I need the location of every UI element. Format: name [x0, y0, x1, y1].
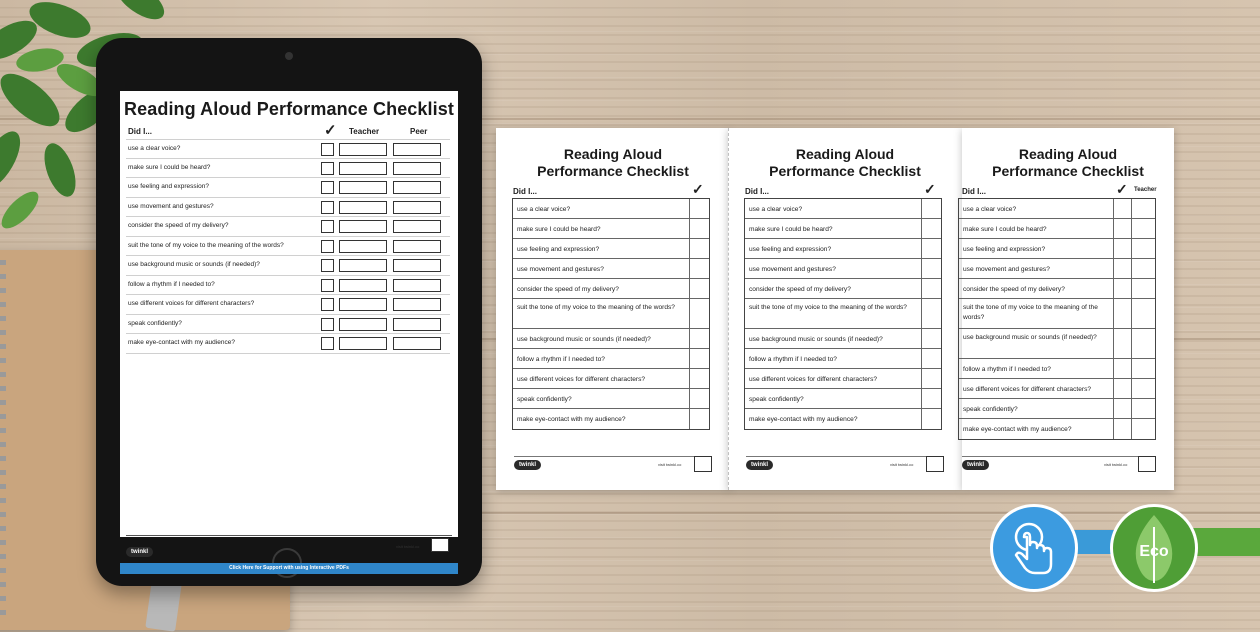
checklist-item-label: suit the tone of my voice to the meaning of the words? [749, 304, 907, 311]
check-cell[interactable] [921, 409, 922, 429]
visit-text: visit twinkl.co [396, 544, 420, 549]
teacher-cell[interactable] [1131, 219, 1132, 238]
checklist-item-label: suit the tone of my voice to the meaning of the words? [517, 304, 675, 311]
checklist-row [745, 219, 941, 239]
checklist-item-label: follow a rhythm if I needed to? [963, 366, 1051, 373]
visit-text: visit twinkl.co [1104, 462, 1128, 467]
checklist-item-label: make sure I could be heard? [749, 226, 833, 233]
checklist-row [959, 279, 1155, 299]
check-cell[interactable] [689, 259, 690, 278]
self-check-checkbox[interactable] [321, 181, 334, 194]
support-link-bar[interactable]: Click Here for Support with using Interactive PDFs [120, 563, 458, 574]
check-cell[interactable] [921, 389, 922, 408]
sheet-footer [126, 535, 452, 558]
check-cell[interactable] [1113, 379, 1114, 398]
checklist-row [513, 199, 709, 219]
peer-input[interactable] [393, 220, 441, 233]
checklist-item-label: use feeling and expression? [128, 183, 209, 190]
checklist-row [745, 239, 941, 259]
checklist-item-label: speak confidently? [128, 319, 182, 327]
checklist-item-label: make eye-contact with my audience? [749, 416, 858, 423]
checklist-row [126, 256, 450, 276]
checklist-item-label: use a clear voice? [963, 206, 1017, 213]
twinkl-logo: twinkl [514, 460, 541, 470]
interactive-badge [990, 504, 1078, 592]
self-check-checkbox[interactable] [321, 143, 334, 156]
checklist-table [120, 139, 458, 354]
teacher-cell[interactable] [1131, 379, 1132, 398]
sheet-title-line: Performance Checklist [537, 163, 689, 179]
peer-input[interactable] [393, 181, 441, 194]
checklist-item-label: use a clear voice? [517, 206, 571, 213]
teacher-input[interactable] [339, 279, 387, 292]
checklist-row [959, 329, 1155, 359]
check-cell[interactable] [921, 199, 922, 218]
checklist-item-label: use movement and gestures? [128, 202, 214, 210]
tablet-device [96, 38, 482, 586]
checklist-item-label: use different voices for different characters? [517, 376, 646, 383]
check-cell[interactable] [689, 239, 690, 258]
teacher-cell[interactable] [1131, 329, 1132, 358]
page-title: Reading Aloud Performance Checklist [124, 99, 454, 119]
teacher-input[interactable] [339, 220, 387, 233]
teacher-cell[interactable] [1131, 199, 1132, 218]
checklist-row [126, 159, 450, 179]
teacher-input[interactable] [339, 181, 387, 194]
checklist-row [745, 369, 941, 389]
checklist-row [513, 389, 709, 409]
checklist-row [745, 199, 941, 219]
checklist-row [126, 295, 450, 315]
self-check-checkbox[interactable] [321, 220, 334, 233]
checklist-row [513, 219, 709, 239]
twinkl-logo: twinkl [962, 460, 989, 470]
check-cell[interactable] [1113, 279, 1114, 298]
checklist-row [959, 219, 1155, 239]
check-cell[interactable] [689, 329, 690, 348]
check-cell[interactable] [1113, 239, 1114, 258]
tablet-screen [120, 91, 458, 571]
peer-input[interactable] [393, 279, 441, 292]
teacher-cell[interactable] [1131, 279, 1132, 298]
check-cell[interactable] [1113, 299, 1114, 328]
checklist-row [126, 178, 450, 198]
sheet-title [728, 146, 962, 180]
tick-icon: ✓ [1116, 181, 1128, 197]
check-cell[interactable] [921, 259, 922, 278]
checklist-row [126, 217, 450, 237]
did-i-label: Did I... [745, 187, 769, 196]
checklist-row [126, 139, 450, 159]
checklist-row [959, 379, 1155, 399]
checklist-item-label: use background music or sounds (if needed)? [517, 336, 651, 343]
self-check-checkbox[interactable] [321, 162, 334, 175]
check-cell[interactable] [689, 409, 690, 429]
teacher-input[interactable] [339, 318, 387, 331]
check-cell[interactable] [921, 239, 922, 258]
check-cell[interactable] [921, 329, 922, 348]
self-check-checkbox[interactable] [321, 318, 334, 331]
self-check-checkbox[interactable] [321, 298, 334, 311]
did-i-label: Did I... [128, 127, 152, 136]
checklist-row [959, 359, 1155, 379]
checklist-item-label: use movement and gestures? [963, 266, 1050, 273]
check-cell[interactable] [921, 299, 922, 328]
checklist-header [120, 123, 458, 139]
checklist-item-label: use different voices for different characters? [749, 376, 878, 383]
sheet-title-line: Performance Checklist [992, 163, 1144, 179]
check-cell[interactable] [921, 279, 922, 298]
checklist-row [745, 279, 941, 299]
checklist-item-label: use background music or sounds (if needed)? [128, 261, 260, 268]
checklist-item-label: follow a rhythm if I needed to? [128, 280, 215, 288]
checklist-table [744, 198, 942, 430]
checklist-row [745, 389, 941, 409]
checklist-item-label: make sure I could be heard? [128, 163, 211, 171]
peer-column-label: Peer [410, 127, 428, 136]
checklist-table [958, 198, 1156, 440]
peer-input[interactable] [393, 298, 441, 311]
checklist-row [126, 315, 450, 335]
did-i-label: Did I... [962, 187, 986, 196]
sheet-footer-line [746, 456, 944, 457]
checklist-item-label: consider the speed of my delivery? [128, 222, 229, 229]
quality-badge-icon [1138, 456, 1156, 472]
checklist-table [512, 198, 710, 430]
peer-input[interactable] [393, 240, 441, 253]
checklist-item-label: suit the tone of my voice to the meaning of the words? [963, 304, 1098, 321]
checklist-item-label: speak confidently? [963, 406, 1018, 413]
sheet-header [728, 181, 962, 198]
paper-sheet-3 [962, 128, 1174, 490]
checklist-row [513, 409, 709, 429]
checklist-item-label: make sure I could be heard? [517, 226, 601, 233]
peer-input[interactable] [393, 318, 441, 331]
checklist-item-label: use a clear voice? [749, 206, 803, 213]
sheet-footer-line [514, 456, 712, 457]
peer-input[interactable] [393, 143, 441, 156]
teacher-column-label: Teacher [1134, 187, 1157, 193]
checklist-row [959, 199, 1155, 219]
checklist-row [745, 409, 941, 429]
sheet-footer-line [962, 456, 1156, 457]
checklist-item-label: use background music or sounds (if needed)? [963, 334, 1097, 341]
quality-badge-icon [694, 456, 712, 472]
checklist-item-label: use different voices for different characters? [128, 300, 255, 307]
teacher-input[interactable] [339, 240, 387, 253]
quality-badge-icon [926, 456, 944, 472]
check-cell[interactable] [1113, 419, 1114, 439]
checklist-row [126, 276, 450, 296]
checklist-row [745, 349, 941, 369]
check-cell[interactable] [689, 199, 690, 218]
visit-text: visit twinkl.co [890, 462, 914, 467]
peer-input[interactable] [393, 201, 441, 214]
check-cell[interactable] [689, 219, 690, 238]
check-cell[interactable] [1113, 329, 1114, 358]
quality-badge-icon [431, 538, 449, 552]
sheet-header [496, 181, 730, 198]
self-check-checkbox[interactable] [321, 201, 334, 214]
checklist-row [745, 299, 941, 329]
checklist-item-label: use movement and gestures? [517, 266, 604, 273]
checklist-row [959, 239, 1155, 259]
check-cell[interactable] [1113, 199, 1114, 218]
check-cell[interactable] [921, 349, 922, 368]
sheet-header [962, 181, 1174, 198]
peer-input[interactable] [393, 259, 441, 272]
check-cell[interactable] [689, 299, 690, 328]
checklist-row [959, 399, 1155, 419]
tick-icon: ✓ [924, 181, 936, 197]
checklist-item-label: consider the speed of my delivery? [517, 286, 619, 293]
checklist-item-label: follow a rhythm if I needed to? [749, 356, 837, 363]
checklist-row [126, 237, 450, 257]
checklist-item-label: suit the tone of my voice to the meaning of the words? [128, 241, 284, 249]
checklist-row [513, 279, 709, 299]
checklist-item-label: use background music or sounds (if needed)? [749, 336, 883, 343]
peer-input[interactable] [393, 162, 441, 175]
checklist-item-label: follow a rhythm if I needed to? [517, 356, 605, 363]
checklist-item-label: consider the speed of my delivery? [963, 286, 1065, 293]
checklist-row [513, 349, 709, 369]
checklist-item-label: speak confidently? [517, 396, 572, 403]
sheet-title-line: Reading Aloud [563, 146, 663, 162]
check-cell[interactable] [689, 349, 690, 368]
teacher-cell[interactable] [1131, 239, 1132, 258]
check-cell[interactable] [1113, 359, 1114, 378]
self-check-checkbox[interactable] [321, 240, 334, 253]
checklist-item-label: use movement and gestures? [749, 266, 836, 273]
teacher-input[interactable] [339, 337, 387, 350]
paper-sheet-1 [496, 128, 730, 490]
teacher-cell[interactable] [1131, 399, 1132, 418]
teacher-input[interactable] [339, 162, 387, 175]
check-cell[interactable] [689, 279, 690, 298]
teacher-input[interactable] [339, 201, 387, 214]
checklist-item-label: make eye-contact with my audience? [517, 416, 626, 423]
checklist-item-label: make eye-contact with my audience? [963, 426, 1072, 433]
sheet-title-line: Reading Aloud [1018, 146, 1118, 162]
sheet-title [962, 146, 1174, 180]
twinkl-logo: twinkl [126, 547, 153, 557]
paper-sheet-2 [728, 128, 962, 490]
twinkl-logo: twinkl [746, 460, 773, 470]
teacher-input[interactable] [339, 298, 387, 311]
visit-text: visit twinkl.co [658, 462, 682, 467]
eco-strip [1190, 528, 1260, 556]
checklist-row [745, 329, 941, 349]
check-cell[interactable] [689, 369, 690, 388]
checklist-item-label: use feeling and expression? [963, 246, 1046, 253]
checklist-item-label: speak confidently? [749, 396, 804, 403]
check-cell[interactable] [921, 369, 922, 388]
sheet-title-line: Reading Aloud [795, 146, 895, 162]
teacher-column-label: Teacher [349, 127, 380, 136]
checklist-row [513, 329, 709, 349]
peer-input[interactable] [393, 337, 441, 350]
check-cell[interactable] [689, 389, 690, 408]
eco-badge [1110, 504, 1198, 592]
checklist-item-label: use a clear voice? [128, 145, 181, 152]
checklist-item-label: consider the speed of my delivery? [749, 286, 851, 293]
self-check-checkbox[interactable] [321, 279, 334, 292]
did-i-label: Did I... [513, 187, 537, 196]
sheet-title-line: Performance Checklist [769, 163, 921, 179]
tick-icon: ✓ [324, 122, 337, 139]
checklist-row [513, 369, 709, 389]
teacher-input[interactable] [339, 143, 387, 156]
checklist-item-label: use feeling and expression? [517, 246, 600, 253]
sheet-title [496, 146, 730, 180]
check-cell[interactable] [1113, 399, 1114, 418]
self-check-checkbox[interactable] [321, 337, 334, 350]
check-cell[interactable] [1113, 259, 1114, 278]
pointer-hand-icon [993, 507, 1075, 589]
checklist-row [959, 259, 1155, 279]
camera-icon [285, 52, 293, 60]
checklist-item-label: use different voices for different characters? [963, 386, 1092, 393]
self-check-checkbox[interactable] [321, 259, 334, 272]
checklist-row [959, 419, 1155, 439]
teacher-cell[interactable] [1131, 299, 1132, 328]
checklist-row [126, 198, 450, 218]
checklist-row [513, 259, 709, 279]
sheet-divider [728, 128, 729, 490]
checklist-item-label: make sure I could be heard? [963, 226, 1047, 233]
eco-label: Eco [1139, 543, 1169, 560]
teacher-input[interactable] [339, 259, 387, 272]
checklist-item-label: use feeling and expression? [749, 246, 832, 253]
check-cell[interactable] [1113, 219, 1114, 238]
checklist-item-label: make eye-contact with my audience? [128, 339, 235, 346]
checklist-row [745, 259, 941, 279]
teacher-cell[interactable] [1131, 419, 1132, 439]
checklist-row [513, 299, 709, 329]
checklist-row [959, 299, 1155, 329]
checklist-row [126, 334, 450, 354]
teacher-cell[interactable] [1131, 359, 1132, 378]
check-cell[interactable] [921, 219, 922, 238]
teacher-cell[interactable] [1131, 259, 1132, 278]
tick-icon: ✓ [692, 181, 704, 197]
checklist-row [513, 239, 709, 259]
